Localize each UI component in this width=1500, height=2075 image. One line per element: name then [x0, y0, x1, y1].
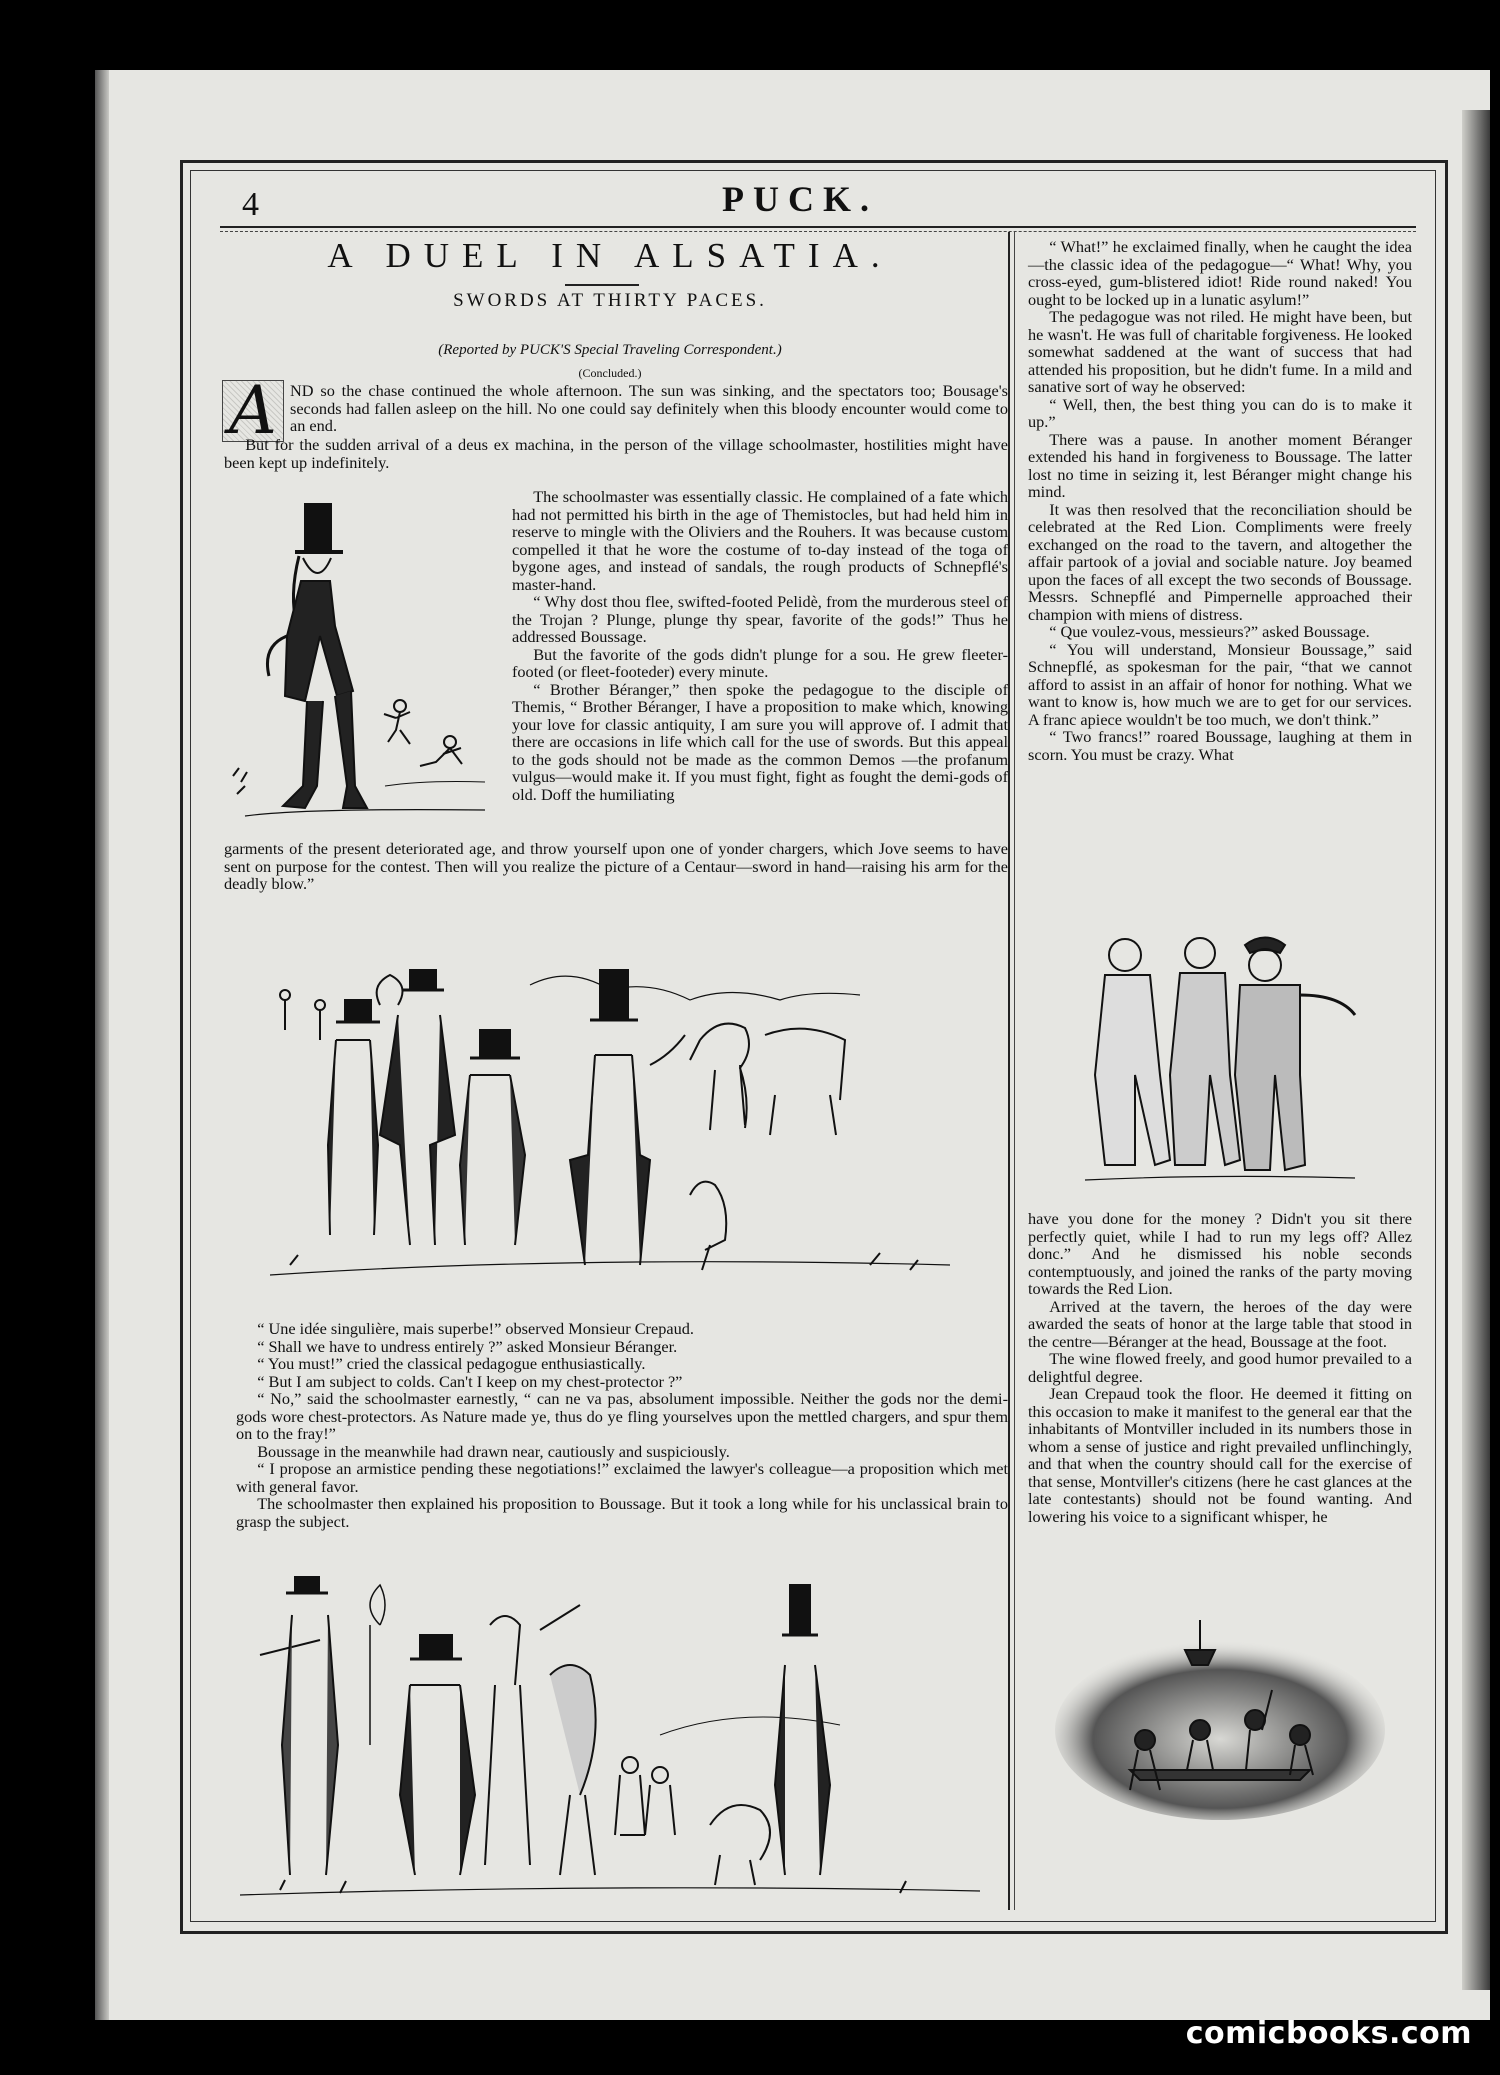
paragraph: have you done for the money ? Didn't you sit there perfectly quiet, while I had to run my legs off? Allez donc.” And he dismissed his noble seconds contemptuously, and joined the ranks of the party moving towards the Red Lion.	[1028, 1209, 1412, 1298]
column-divider-thin	[1014, 232, 1015, 1910]
paragraph: garments of the present deteriorated age, and throw yourself upon one of yonder chargers, which Jove seems to have sent on purpose for the contest. Then will you realize the picture of a Centaur—sword in hand—raising his arm for the deadly blow.”	[224, 839, 1008, 893]
continuation-text	[224, 840, 1008, 893]
paragraph: Jean Crepaud took the floor. He deemed it fitting on this occasion to make it manifest to the general ear that the inhabitants of Montviller included in its numbers those in whom a sense of justice and right prevailed unflinchingly, and that when the country should call for the exercise of that sense, Montviller's citizens (here he cast glances at the late contestants) should not be found wanting. And lowering his voice to a significant whisper, he	[1028, 1384, 1412, 1526]
masthead: PUCK.	[722, 179, 878, 219]
column-divider	[1008, 232, 1010, 1910]
page-binding-shadow	[95, 70, 109, 2020]
intro-paragraph-2	[224, 436, 1008, 471]
paragraph: It was then resolved that the reconciliation should be celebrated at the Red Lion. Compliments were freely exchanged on the road to the tavern, and altogether the affair partook of a jovial and sociable nature. Joy beamed upon the faces of all except the two seconds of Boussage. Messrs. Schnepflé and Pimpernelle approached their champion with miens of distress.	[1028, 499, 1412, 624]
paragraph: “ Shall we have to undress entirely ?” asked Monsieur Béranger.	[257, 1336, 678, 1356]
reconciliation-crowd-illustration	[240, 1575, 980, 1905]
paragraph: The schoolmaster then explained his proposition to Boussage. But it took a long while for his unclassical brain to grasp the subject.	[236, 1494, 1008, 1531]
right-column-text-top	[1028, 238, 1412, 763]
tavern-scene-illustration	[1050, 1620, 1390, 1820]
paragraph: “ Well, then, the best thing you can do is to make it up.”	[1028, 394, 1412, 431]
paragraph: There was a pause. In another moment Béranger extended his hand in forgiveness to Boussage. The latter lost no time in seizing it, lest Béranger might change his mind.	[1028, 429, 1412, 501]
paragraph: “ Une idée singulière, mais superbe!” observed Monsieur Crepaud.	[257, 1319, 694, 1338]
intro-text: ND so the chase continued the whole afternoon. The sun was sinking, and the spectators too; Bousage's seconds had fallen asleep on the hill. No one could say definitely when this bloody encounter would come to an end.	[290, 381, 1008, 435]
concluded-note: (Concluded.)	[578, 366, 642, 380]
dialogue-text	[236, 1320, 1008, 1530]
intro-text-2: But for the sudden arrival of a deus ex machina, in the person of the village schoolmaster, hostilities might have been kept up indefinitely.	[224, 435, 1008, 472]
schoolmaster-illustration	[225, 486, 507, 836]
article-byline: (Reported by PUCK'S Special Traveling Correspondent.)	[438, 342, 782, 358]
title-rule	[565, 284, 639, 286]
paragraph: “ What!” he exclaimed finally, when he caught the idea—the classic idea of the pedagogue—“ What! Why, you cross-eyed, gum-blistered idiot! Ride round naked! You ought to be locked up in a lunatic asylum!”	[1028, 237, 1412, 309]
paragraph: But the favorite of the gods didn't plunge for a sou. He grew fleeter-footed (or fleet-footeder) every minute.	[512, 644, 1008, 681]
intro-paragraph	[290, 382, 1008, 435]
paragraph: “ But I am subject to colds. Can't I keep on my chest-protector ?”	[257, 1371, 683, 1391]
paragraph: “ Que voulez-vous, messieurs?” asked Boussage.	[1049, 622, 1370, 641]
article-title: A DUEL IN ALSATIA.	[327, 236, 893, 275]
group-with-horses-illustration	[270, 945, 950, 1295]
right-of-illustration-text	[512, 488, 1008, 803]
paragraph: The pedagogue was not riled. He might have been, but he wasn't. He was full of charitable forgiveness. He looked somewhat saddened at the want of success that had attended his proposition, but he didn't fume. In a mild and sanative sort of way he observed:	[1028, 307, 1412, 396]
paragraph: “ I propose an armistice pending these negotiations!” exclaimed the lawyer's colleague—a proposition which met with general favor.	[236, 1459, 1008, 1496]
paragraph: “ Brother Béranger,” then spoke the pedagogue to the disciple of Themis, “ Brother Béranger, I have a proposition to make which, knowing your love for classic antiquity, I am sure you will approve of. I admit that there are occasions in life which call for the use of swords. But this appeal to the gods should not be made as the common Demos —the profanum vulgus—would make it. If you must fight, fight as fought the demi-gods of old. Doff the humiliating	[512, 679, 1008, 804]
paragraph: The schoolmaster was essentially classic. He complained of a fate which had not permitted his birth in the age of Themistocles, but had held him in reserve to mingle with the Oliviers and the Rouhers. It was because custom compelled it that he wore the costume of to-day instead of the toga of bygone ages, and instead of sandals, the rough products of Schnepflé's master-hand.	[512, 487, 1008, 594]
watermark-text: comicbooks.com	[1185, 2016, 1472, 2051]
paragraph: Boussage in the meanwhile had drawn near, cautiously and suspiciously.	[257, 1441, 730, 1461]
drop-cap: A	[222, 380, 284, 442]
paragraph: “ No,” said the schoolmaster earnestly, “ can ne va pas, absolument impossible. Neither the gods nor the demi-gods wore chest-protectors. As Nature made ye, thus do ye fling yourselves upon the mettled chargers, and spur them on to the fray!”	[236, 1389, 1008, 1443]
paragraph: The wine flowed freely, and good humor prevailed to a delightful degree.	[1028, 1349, 1412, 1386]
paragraph: “ Why dost thou flee, swifted-footed Pelidè, from the murderous steel of the Trojan ? Plunge, plunge thy spear, favorite of the gods!” Thus he addressed Boussage.	[512, 592, 1008, 646]
header-rule	[220, 226, 1416, 228]
paragraph: Arrived at the tavern, the heroes of the day were awarded the seats of honor at the large table that stood in the centre—Béranger at the head, Boussage at the foot.	[1028, 1296, 1412, 1351]
right-column-text-bottom	[1028, 1210, 1412, 1525]
page-edge-shadow	[1462, 110, 1490, 1990]
page-number: 4	[242, 186, 259, 223]
header-rule-dashed	[220, 231, 1416, 232]
paragraph: “ Two francs!” roared Boussage, laughing at them in scorn. You must be crazy. What	[1028, 727, 1412, 764]
paragraph: “ You must!” cried the classical pedagogue enthusiastically.	[257, 1354, 646, 1373]
article-subtitle: SWORDS AT THIRTY PACES.	[453, 290, 767, 311]
paragraph: “ You will understand, Monsieur Boussage,” said Schnepflé, as spokesman for the pair, “that we cannot afford to assist in an affair of honor for nothing. What we want to know is, how much we are to get for our services. A franc apiece wouldn't be too much, we don't think.”	[1028, 639, 1412, 729]
seconds-demand-illustration	[1065, 925, 1365, 1190]
